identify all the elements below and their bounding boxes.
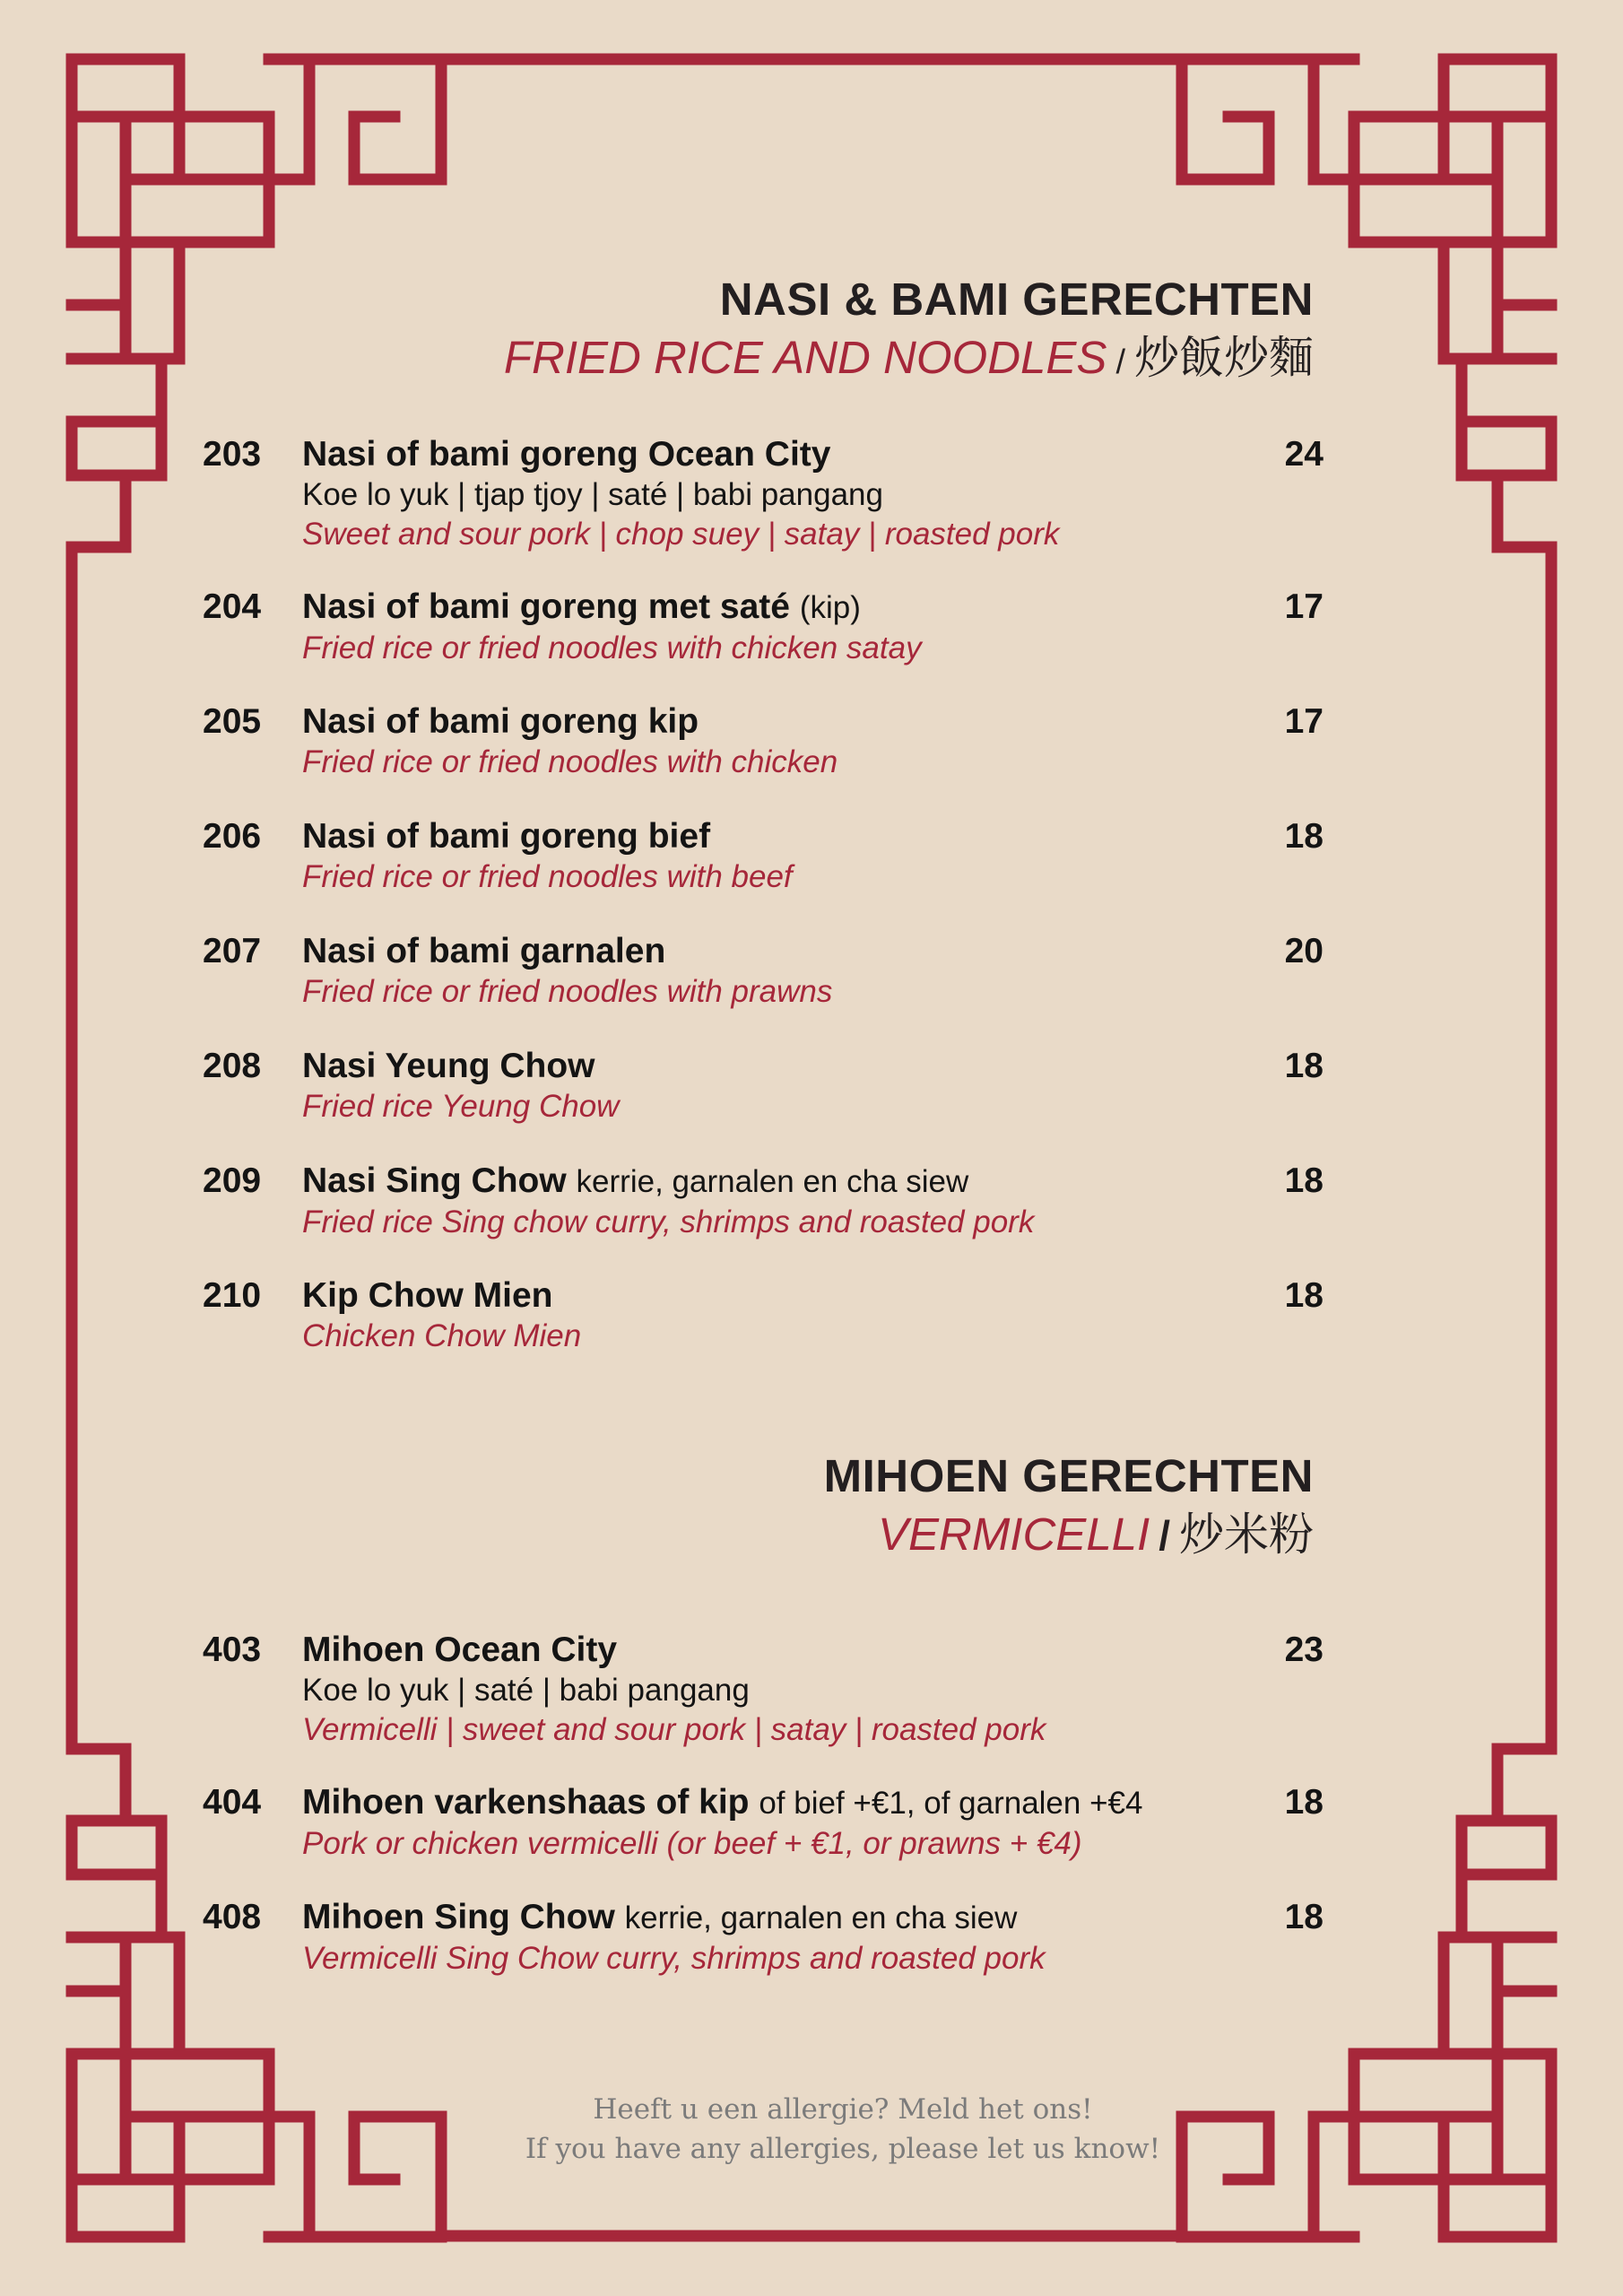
item-name xyxy=(302,931,1244,972)
item-name xyxy=(302,816,1244,857)
item-number: 408 xyxy=(203,1898,262,1936)
item-body xyxy=(302,1046,1244,1126)
item-name xyxy=(302,1630,1244,1671)
item-name-main: Mihoen varkenshaas of kip xyxy=(302,1783,750,1822)
item-body xyxy=(302,434,1244,554)
item-price: 23 xyxy=(1284,1631,1324,1669)
item-name-main: Nasi of bami goreng bief xyxy=(302,817,711,856)
item-number: 403 xyxy=(203,1631,262,1669)
item-name-main: Nasi of bami goreng met saté xyxy=(302,587,790,626)
item-english: Vermicelli Sing Chow curry, shrimps and roasted pork xyxy=(302,1941,1046,1976)
item-price: 18 xyxy=(1284,817,1324,856)
item-name-main: Nasi Sing Chow xyxy=(302,1161,567,1200)
item-name xyxy=(302,1897,1244,1939)
item-body xyxy=(302,1897,1244,1979)
subtitle-separator: / xyxy=(1115,344,1125,381)
item-name-main: Nasi of bami goreng Ocean City xyxy=(302,435,831,474)
item-number: 205 xyxy=(203,702,262,741)
section-subtitle xyxy=(503,332,1314,384)
section-header-mihoen xyxy=(823,1450,1314,1561)
item-number: 206 xyxy=(203,817,262,856)
item-name xyxy=(302,1161,1244,1203)
item-name-main: Mihoen Ocean City xyxy=(302,1631,618,1669)
section-subtitle xyxy=(824,1509,1314,1561)
item-name xyxy=(302,587,1244,629)
item-price: 17 xyxy=(1284,587,1324,626)
item-name xyxy=(302,1275,1244,1317)
item-body xyxy=(302,1782,1244,1864)
section-title: NASI & BAMI GERECHTEN xyxy=(719,274,1314,325)
item-english: Pork or chicken vermicelli (or beef + €1, or prawns + €4) xyxy=(302,1826,1082,1861)
item-price: 18 xyxy=(1284,1047,1324,1085)
item-number: 204 xyxy=(203,587,262,626)
item-name-main: Mihoen Sing Chow xyxy=(302,1898,615,1936)
item-body xyxy=(302,587,1244,668)
allergy-notice xyxy=(0,2090,1623,2169)
allergy-notice-english: If you have any allergies, please let us know! xyxy=(525,2133,1161,2165)
item-body xyxy=(302,931,1244,1012)
item-name xyxy=(302,1782,1244,1824)
item-number: 210 xyxy=(203,1276,262,1315)
item-english: Fried rice or fried noodles with beef xyxy=(302,859,793,894)
item-name-main: Kip Chow Mien xyxy=(302,1276,553,1315)
item-number: 207 xyxy=(203,932,262,970)
item-detail: Koe lo yuk | tjap tjoy | saté | babi pangang xyxy=(302,477,883,512)
item-number: 404 xyxy=(203,1783,262,1822)
subtitle-separator: / xyxy=(1159,1512,1170,1559)
item-name-extra: (kip) xyxy=(799,590,861,625)
item-price: 18 xyxy=(1284,1783,1324,1822)
item-price: 17 xyxy=(1284,702,1324,741)
item-english: Fried rice or fried noodles with prawns xyxy=(302,974,833,1009)
item-name xyxy=(302,434,1244,475)
item-price: 20 xyxy=(1284,932,1324,970)
section-subtitle-chinese: 炒米粉 xyxy=(1179,1509,1314,1561)
section-header-nasi-bami xyxy=(503,274,1314,384)
item-body xyxy=(302,816,1244,897)
item-english: Fried rice Yeung Chow xyxy=(302,1089,620,1124)
item-body xyxy=(302,1630,1244,1750)
item-name-extra: of bief +€1, of garnalen +€4 xyxy=(759,1786,1143,1821)
section-subtitle-english: FRIED RICE AND NOODLES xyxy=(503,332,1107,383)
item-english: Sweet and sour pork | chop suey | satay | roasted pork xyxy=(302,517,1060,552)
item-name xyxy=(302,701,1244,743)
item-number: 203 xyxy=(203,435,262,474)
item-english: Chicken Chow Mien xyxy=(302,1318,582,1353)
item-name xyxy=(302,1046,1244,1087)
item-price: 18 xyxy=(1284,1276,1324,1315)
item-name-main: Nasi of bami goreng kip xyxy=(302,702,699,741)
item-number: 209 xyxy=(203,1161,262,1200)
section-subtitle-english: VERMICELLI xyxy=(877,1509,1150,1560)
item-price: 18 xyxy=(1284,1161,1324,1200)
item-detail: Koe lo yuk | saté | babi pangang xyxy=(302,1673,750,1708)
item-price: 24 xyxy=(1284,435,1324,474)
item-english: Fried rice Sing chow curry, shrimps and roasted pork xyxy=(302,1205,1035,1239)
item-english: Vermicelli | sweet and sour pork | satay | roasted pork xyxy=(302,1712,1046,1747)
item-body xyxy=(302,1161,1244,1242)
item-name-main: Nasi of bami garnalen xyxy=(302,932,666,970)
item-name-extra: kerrie, garnalen en cha siew xyxy=(624,1900,1018,1935)
item-number: 208 xyxy=(203,1047,262,1085)
section-title: MIHOEN GERECHTEN xyxy=(823,1450,1314,1501)
item-english: Fried rice or fried noodles with chicken xyxy=(302,744,838,779)
section-subtitle-chinese: 炒飯炒麵 xyxy=(1134,332,1314,384)
item-english: Fried rice or fried noodles with chicken satay xyxy=(302,631,922,665)
allergy-notice-dutch: Heeft u een allergie? Meld het ons! xyxy=(593,2093,1093,2126)
item-name-extra: kerrie, garnalen en cha siew xyxy=(576,1164,969,1199)
item-body xyxy=(302,1275,1244,1356)
item-body xyxy=(302,701,1244,782)
item-price: 18 xyxy=(1284,1898,1324,1936)
item-name-main: Nasi Yeung Chow xyxy=(302,1047,595,1085)
